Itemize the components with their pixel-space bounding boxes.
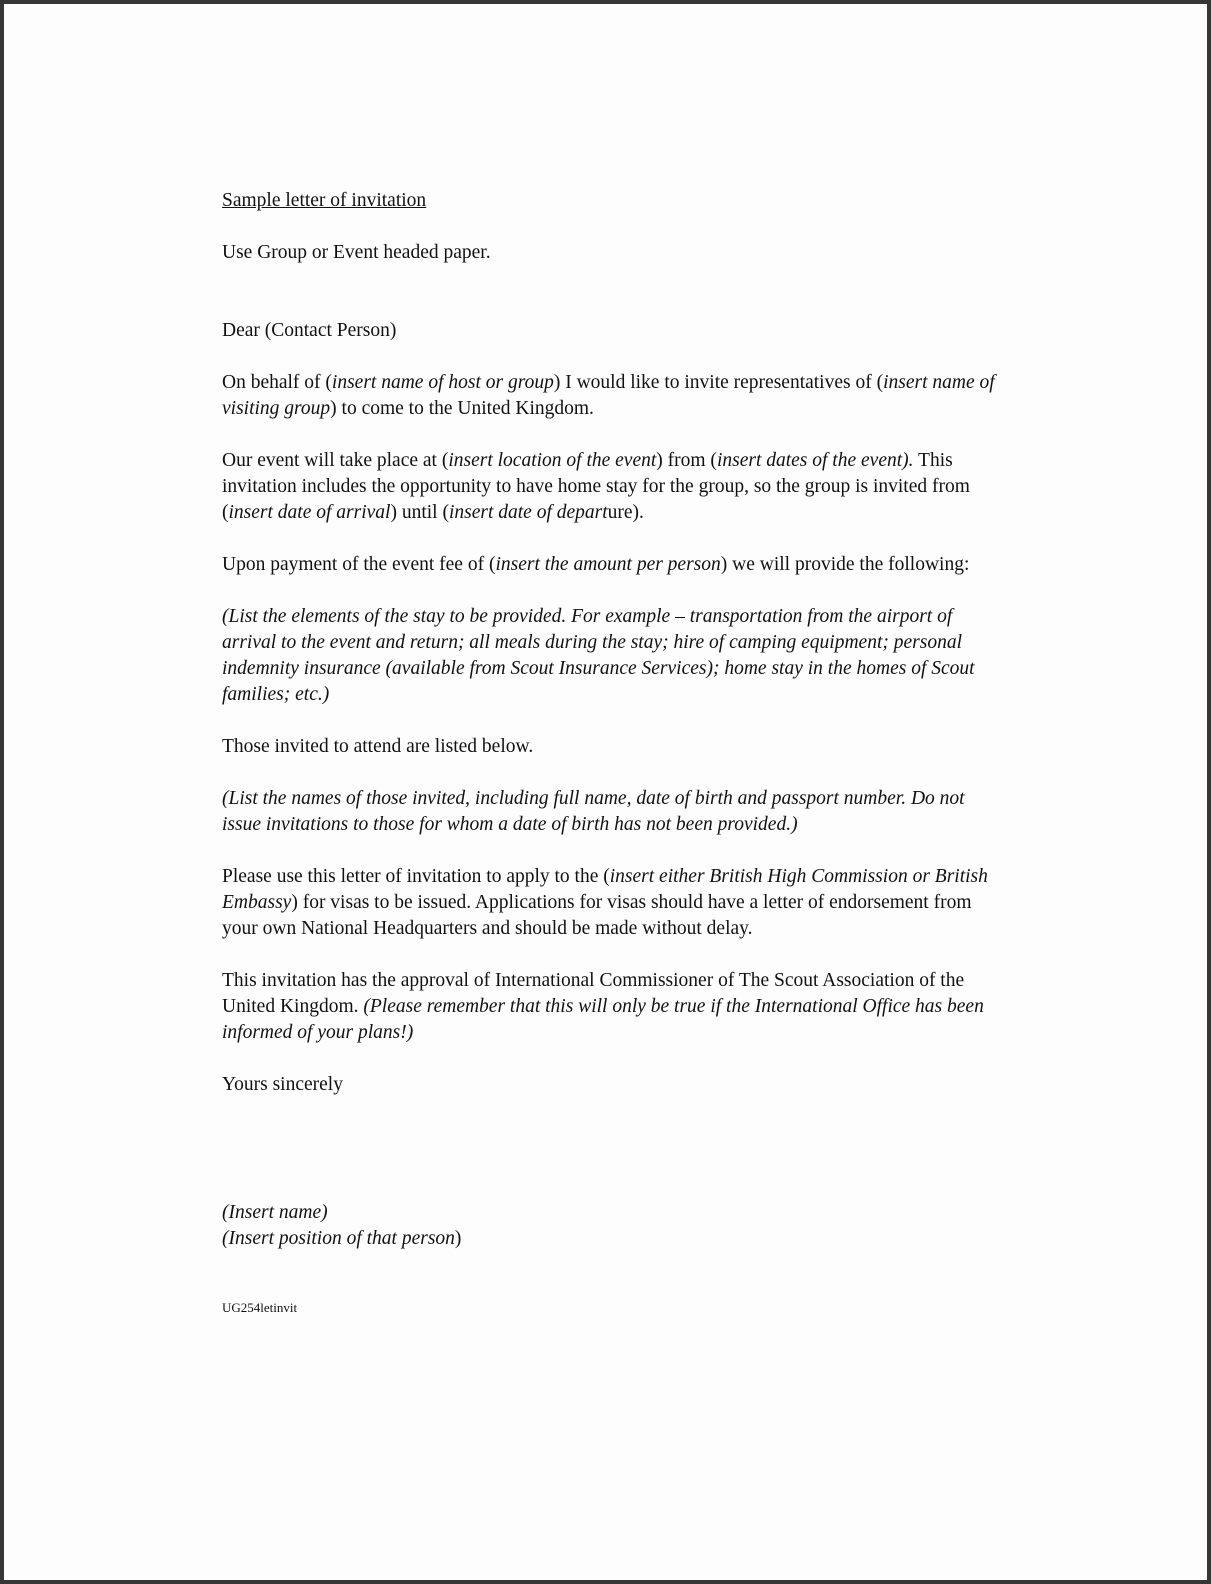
text-run: (Insert position of that person — [222, 1228, 455, 1249]
paragraph-visa-application — [222, 864, 1000, 942]
headed-paper-instruction: Use Group or Event headed paper. — [222, 242, 491, 263]
letter-body — [222, 188, 1000, 1316]
text-run: This invitation includes the opportunity to have home stay for the group, so the group is invited from ( — [222, 450, 970, 523]
text-run: ) for visas to be issued. Applications for visas should have a letter of endorsement from your own National Headquarters and should be made without delay. — [222, 892, 972, 939]
signature-position-placeholder — [222, 1226, 1000, 1252]
letter-title: Sample letter of invitation — [222, 190, 427, 211]
placeholder-embassy: insert either British High Commission or British Embassy — [222, 866, 988, 913]
paragraph-those-invited: Those invited to attend are listed below. — [222, 736, 534, 757]
signature-name-placeholder: (Insert name) — [222, 1202, 328, 1223]
text-run: ) from ( — [656, 450, 717, 471]
paragraph-approval — [222, 968, 1000, 1046]
paragraph-stay-elements: (List the elements of the stay to be provided. For example – transportation from the airport of arrival to the event and return; all meals during the stay; hire of camping equipment; personal indemnity insurance (available from Scout Insurance Services); home stay in the homes of Scout families; etc.) — [222, 606, 975, 705]
placeholder-fee-amount: insert the amount per person — [495, 554, 721, 575]
salutation: Dear (Contact Person) — [222, 320, 397, 341]
text-run: ) to come to the United Kingdom. — [330, 398, 594, 419]
closing-salutation: Yours sincerely — [222, 1074, 343, 1095]
text-run: ) I would like to invite representatives of ( — [553, 372, 884, 393]
text-run: Our event will take place at ( — [222, 450, 449, 471]
text-run: Upon payment of the event fee of ( — [222, 554, 496, 575]
placeholder-arrival-date: insert date of arrival — [228, 502, 391, 523]
placeholder-host-group: insert name of host or group — [331, 372, 554, 393]
approval-reminder-note: (Please remember that this will only be true if the International Office has been informed of your plans!) — [222, 996, 984, 1043]
text-run: On behalf of ( — [222, 372, 332, 393]
placeholder-departure-date: insert date of depart — [448, 502, 608, 523]
text-run: Please use this letter of invitation to apply to the ( — [222, 866, 610, 887]
placeholder-event-dates: insert dates of the event). — [716, 450, 914, 471]
text-run: ) until ( — [390, 502, 449, 523]
paragraph-names-list: (List the names of those invited, including full name, date of birth and passport number. Do not issue invitations to those for whom a date of birth has not been provided.) — [222, 788, 965, 835]
paragraph-event-fee — [222, 552, 1000, 578]
document-reference-code: UG254letinvit — [222, 1300, 298, 1315]
text-run: ) we will provide the following: — [720, 554, 970, 575]
paragraph-on-behalf — [222, 370, 1000, 422]
text-run: This invitation has the approval of International Commissioner of The Scout Association of the United Kingdom. — [222, 970, 965, 1017]
text-run: ure). — [607, 502, 644, 523]
text-run: ) — [454, 1228, 462, 1249]
paragraph-event-details — [222, 448, 1000, 526]
placeholder-visiting-group: insert name of visiting group — [222, 372, 995, 419]
placeholder-event-location: insert location of the event — [448, 450, 657, 471]
